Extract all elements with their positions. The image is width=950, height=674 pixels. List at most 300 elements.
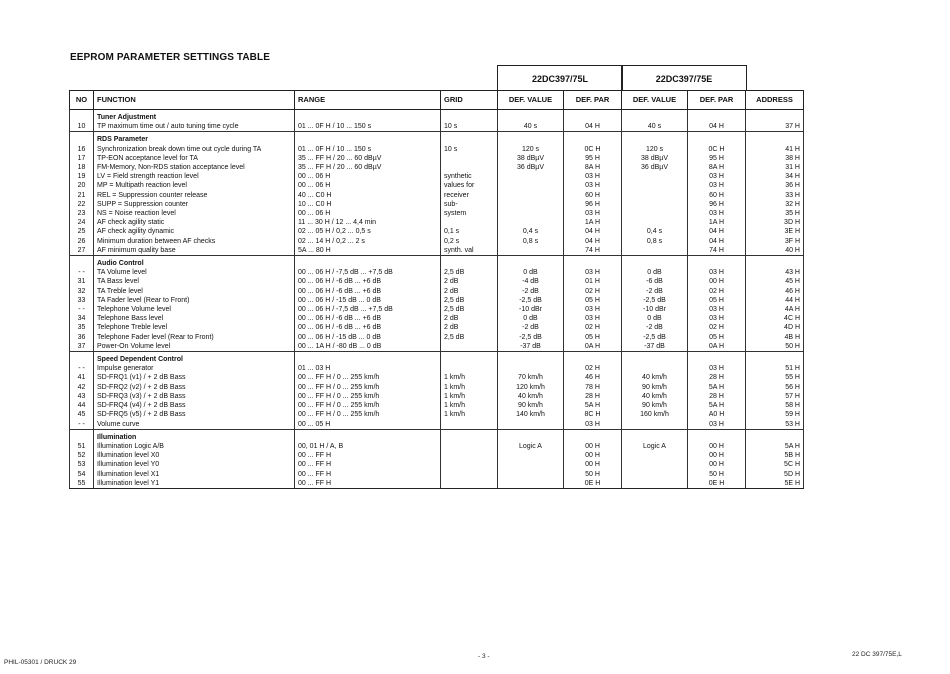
row-grid: synth. val — [441, 246, 498, 256]
row-address: 3D H — [746, 218, 804, 227]
row-def-value-e: 120 s — [622, 145, 688, 154]
row-address: 53 H — [746, 420, 804, 430]
row-grid: 10 s — [441, 145, 498, 154]
section-header-row — [70, 110, 804, 123]
row-def-value-l — [498, 470, 564, 479]
row-function: Power-On Volume level — [94, 342, 295, 352]
row-grid — [441, 154, 498, 163]
row-no: 24 — [70, 218, 94, 227]
row-grid — [441, 218, 498, 227]
row-no: 27 — [70, 246, 94, 256]
row-no: 17 — [70, 154, 94, 163]
row-no: 55 — [70, 479, 94, 489]
row-range: 11 ... 30 H / 12 ... 4,4 min — [295, 218, 441, 227]
row-def-par-l: 74 H — [564, 246, 622, 256]
row-def-value-l — [498, 451, 564, 460]
table-row — [70, 373, 804, 382]
row-grid: 0,2 s — [441, 237, 498, 246]
row-def-par-e: A0 H — [688, 410, 746, 419]
row-def-value-l: -2,5 dB — [498, 333, 564, 342]
row-address: 4B H — [746, 333, 804, 342]
section-header-cell — [295, 132, 441, 145]
table-row — [70, 246, 804, 256]
row-no: 36 — [70, 333, 94, 342]
table-row — [70, 470, 804, 479]
row-range: 00 ... 06 H — [295, 172, 441, 181]
row-def-value-e: -2 dB — [622, 323, 688, 332]
row-def-value-e: 0,4 s — [622, 227, 688, 236]
row-range: 00 ... FF H — [295, 451, 441, 460]
row-def-value-l — [498, 460, 564, 469]
row-def-value-l: 140 km/h — [498, 410, 564, 419]
table-row — [70, 442, 804, 451]
row-def-value-e: Logic A — [622, 442, 688, 451]
row-def-par-l: 04 H — [564, 227, 622, 236]
section-header-cell — [70, 429, 94, 442]
row-def-value-e: 0 dB — [622, 314, 688, 323]
row-def-par-e: 50 H — [688, 470, 746, 479]
row-function: LV = Field strength reaction level — [94, 172, 295, 181]
row-def-par-e: 0C H — [688, 145, 746, 154]
row-grid: 1 km/h — [441, 383, 498, 392]
row-def-par-e: 03 H — [688, 364, 746, 373]
parameter-table — [69, 90, 804, 489]
table-row — [70, 333, 804, 342]
row-range: 00 ... FF H — [295, 460, 441, 469]
row-no: 54 — [70, 470, 94, 479]
row-grid: 10 s — [441, 122, 498, 132]
table-row — [70, 154, 804, 163]
header-def-value-l: DEF. VALUE — [498, 91, 564, 110]
row-def-value-l: 120 s — [498, 145, 564, 154]
section-header-cell — [622, 256, 688, 269]
row-no: - - — [70, 305, 94, 314]
row-def-par-e: 03 H — [688, 181, 746, 190]
row-def-par-l: 00 H — [564, 451, 622, 460]
row-range: 10 ... C0 H — [295, 200, 441, 209]
row-def-par-l: 03 H — [564, 209, 622, 218]
row-function: REL = Suppression counter release — [94, 191, 295, 200]
row-function: TA Volume level — [94, 268, 295, 277]
row-def-value-e: -37 dB — [622, 342, 688, 352]
row-def-par-e: 02 H — [688, 323, 746, 332]
row-def-par-l: 60 H — [564, 191, 622, 200]
section-header-cell — [746, 429, 804, 442]
row-def-value-e — [622, 218, 688, 227]
row-def-par-l: 8A H — [564, 163, 622, 172]
row-address: 43 H — [746, 268, 804, 277]
row-def-value-e: 0 dB — [622, 268, 688, 277]
section-title: RDS Parameter — [94, 132, 295, 145]
row-no: 52 — [70, 451, 94, 460]
row-grid — [441, 460, 498, 469]
section-header-cell — [688, 429, 746, 442]
row-def-value-e: -2 dB — [622, 287, 688, 296]
row-no: - - — [70, 364, 94, 373]
row-address: 59 H — [746, 410, 804, 419]
row-function: Illumination level Y1 — [94, 479, 295, 489]
row-function: Illumination Logic A/B — [94, 442, 295, 451]
row-def-par-l: 5A H — [564, 401, 622, 410]
table-row — [70, 209, 804, 218]
section-header-cell — [498, 429, 564, 442]
row-def-par-l: 03 H — [564, 314, 622, 323]
row-def-par-e: 0A H — [688, 342, 746, 352]
row-function: Illumination level X1 — [94, 470, 295, 479]
row-def-par-e: 28 H — [688, 373, 746, 382]
row-grid: 2,5 dB — [441, 333, 498, 342]
table-row — [70, 122, 804, 132]
table-row — [70, 227, 804, 236]
row-function: SD-FRQ1 (v1) / + 2 dB Bass — [94, 373, 295, 382]
row-no: 44 — [70, 401, 94, 410]
row-def-value-l: -2,5 dB — [498, 296, 564, 305]
table-body — [70, 110, 804, 489]
row-def-value-l — [498, 209, 564, 218]
header-def-par-e: DEF. PAR — [688, 91, 746, 110]
row-def-value-e — [622, 451, 688, 460]
row-address: 5B H — [746, 451, 804, 460]
row-def-par-l: 05 H — [564, 333, 622, 342]
row-function: TA Bass level — [94, 277, 295, 286]
row-address: 57 H — [746, 392, 804, 401]
row-function: TA Treble level — [94, 287, 295, 296]
row-grid: sub- — [441, 200, 498, 209]
row-range: 00 ... FF H / 0 ... 255 km/h — [295, 383, 441, 392]
row-def-par-e: 05 H — [688, 333, 746, 342]
row-def-value-l — [498, 200, 564, 209]
row-def-par-e: 04 H — [688, 237, 746, 246]
section-header-cell — [622, 429, 688, 442]
header-def-par-l: DEF. PAR — [564, 91, 622, 110]
row-range: 00 ... 06 H / -15 dB ... 0 dB — [295, 333, 441, 342]
row-def-par-l: 1A H — [564, 218, 622, 227]
row-range: 00 ... 06 H / -15 dB ... 0 dB — [295, 296, 441, 305]
row-range: 35 ... FF H / 20 ... 60 dBµV — [295, 154, 441, 163]
section-header-cell — [498, 256, 564, 269]
row-address: 40 H — [746, 246, 804, 256]
row-function: Telephone Volume level — [94, 305, 295, 314]
row-def-value-l — [498, 246, 564, 256]
row-no: 10 — [70, 122, 94, 132]
row-range: 02 ... 05 H / 0,2 ... 0,5 s — [295, 227, 441, 236]
section-header-cell — [70, 110, 94, 123]
row-no: 21 — [70, 191, 94, 200]
row-range: 00 ... 06 H / -6 dB ... +6 dB — [295, 287, 441, 296]
row-def-par-l: 78 H — [564, 383, 622, 392]
row-def-value-e: 160 km/h — [622, 410, 688, 419]
table-row — [70, 287, 804, 296]
row-function: AF check agility dynamic — [94, 227, 295, 236]
header-address: ADDRESS — [746, 91, 804, 110]
section-header-cell — [564, 352, 622, 365]
row-def-par-l: 05 H — [564, 296, 622, 305]
row-range: 02 ... 14 H / 0,2 ... 2 s — [295, 237, 441, 246]
row-def-value-l: -2 dB — [498, 323, 564, 332]
row-def-par-l: 96 H — [564, 200, 622, 209]
row-grid — [441, 442, 498, 451]
row-function: Telephone Treble level — [94, 323, 295, 332]
row-no: 53 — [70, 460, 94, 469]
row-address: 4C H — [746, 314, 804, 323]
row-no: 37 — [70, 342, 94, 352]
row-grid: 2 dB — [441, 314, 498, 323]
table-row — [70, 383, 804, 392]
row-def-value-e — [622, 420, 688, 430]
row-def-par-l: 0A H — [564, 342, 622, 352]
row-grid: 1 km/h — [441, 373, 498, 382]
row-grid — [441, 420, 498, 430]
section-header-row — [70, 256, 804, 269]
row-no: 18 — [70, 163, 94, 172]
row-no: 22 — [70, 200, 94, 209]
row-def-par-l: 04 H — [564, 122, 622, 132]
row-def-par-e: 02 H — [688, 287, 746, 296]
row-def-value-l — [498, 479, 564, 489]
row-def-value-e — [622, 470, 688, 479]
row-def-par-l: 28 H — [564, 392, 622, 401]
row-grid: receiver — [441, 191, 498, 200]
row-def-value-e: 36 dBµV — [622, 163, 688, 172]
row-address: 38 H — [746, 154, 804, 163]
row-range: 00 ... 06 H — [295, 181, 441, 190]
row-def-par-e: 03 H — [688, 268, 746, 277]
row-def-par-e: 03 H — [688, 420, 746, 430]
section-header-cell — [688, 110, 746, 123]
row-def-value-l — [498, 172, 564, 181]
row-def-par-e: 04 H — [688, 122, 746, 132]
row-def-value-l: -4 dB — [498, 277, 564, 286]
row-def-value-e — [622, 172, 688, 181]
row-function: AF minimum quality base — [94, 246, 295, 256]
row-def-value-e: 40 km/h — [622, 392, 688, 401]
row-range: 00 ... 06 H / -6 dB ... +6 dB — [295, 323, 441, 332]
row-range: 00 ... 06 H / -7,5 dB ... +7,5 dB — [295, 268, 441, 277]
row-def-value-l: 38 dBµV — [498, 154, 564, 163]
row-no: 26 — [70, 237, 94, 246]
row-address: 36 H — [746, 181, 804, 190]
row-def-value-l — [498, 218, 564, 227]
row-address: 37 H — [746, 122, 804, 132]
row-range: 35 ... FF H / 20 ... 60 dBµV — [295, 163, 441, 172]
row-def-par-e: 00 H — [688, 442, 746, 451]
section-header-cell — [564, 256, 622, 269]
row-no: 16 — [70, 145, 94, 154]
row-def-value-l: -37 dB — [498, 342, 564, 352]
row-def-value-e — [622, 460, 688, 469]
section-header-row — [70, 429, 804, 442]
table-row — [70, 410, 804, 419]
row-grid — [441, 470, 498, 479]
row-no: 19 — [70, 172, 94, 181]
row-function: TA Fader level (Rear to Front) — [94, 296, 295, 305]
row-no: 25 — [70, 227, 94, 236]
row-address: 56 H — [746, 383, 804, 392]
row-def-par-l: 03 H — [564, 172, 622, 181]
table-row — [70, 218, 804, 227]
row-def-value-e: -2,5 dB — [622, 296, 688, 305]
row-def-value-l: 36 dBµV — [498, 163, 564, 172]
row-range: 00 ... 06 H / -6 dB ... +6 dB — [295, 277, 441, 286]
section-header-cell — [441, 256, 498, 269]
row-grid: 2,5 dB — [441, 296, 498, 305]
row-def-par-e: 03 H — [688, 209, 746, 218]
row-no: 32 — [70, 287, 94, 296]
section-header-cell — [746, 352, 804, 365]
row-range: 01 ... 0F H / 10 ... 150 s — [295, 145, 441, 154]
row-def-par-e: 28 H — [688, 392, 746, 401]
section-header-cell — [688, 352, 746, 365]
table-row — [70, 323, 804, 332]
row-def-par-l: 0E H — [564, 479, 622, 489]
row-address: 31 H — [746, 163, 804, 172]
row-function: SUPP = Suppression counter — [94, 200, 295, 209]
header-range: RANGE — [295, 91, 441, 110]
row-def-par-e: 60 H — [688, 191, 746, 200]
row-function: MP = Multipath reaction level — [94, 181, 295, 190]
row-range: 00 ... FF H — [295, 470, 441, 479]
row-grid — [441, 163, 498, 172]
section-header-cell — [441, 110, 498, 123]
section-header-cell — [622, 110, 688, 123]
row-def-value-l: Logic A — [498, 442, 564, 451]
row-def-value-l: 40 s — [498, 122, 564, 132]
section-header-cell — [295, 429, 441, 442]
row-address: 5E H — [746, 479, 804, 489]
row-def-par-e: 04 H — [688, 227, 746, 236]
row-no: 33 — [70, 296, 94, 305]
row-grid: 1 km/h — [441, 401, 498, 410]
section-header-cell — [70, 256, 94, 269]
row-def-par-e: 5A H — [688, 401, 746, 410]
row-def-par-e: 74 H — [688, 246, 746, 256]
row-grid: 2,5 dB — [441, 268, 498, 277]
row-address: 55 H — [746, 373, 804, 382]
row-def-value-e: 40 km/h — [622, 373, 688, 382]
row-range: 00 ... 06 H / -6 dB ... +6 dB — [295, 314, 441, 323]
row-grid: 1 km/h — [441, 392, 498, 401]
row-address: 34 H — [746, 172, 804, 181]
row-def-value-l: 120 km/h — [498, 383, 564, 392]
row-def-par-e: 00 H — [688, 451, 746, 460]
row-def-par-l: 02 H — [564, 364, 622, 373]
row-range: 00 ... 1A H / -80 dB ... 0 dB — [295, 342, 441, 352]
table-row — [70, 237, 804, 246]
row-range: 00 ... FF H / 0 ... 255 km/h — [295, 392, 441, 401]
row-grid: values for — [441, 181, 498, 190]
table-row — [70, 181, 804, 190]
row-address: 46 H — [746, 287, 804, 296]
table-row — [70, 296, 804, 305]
row-def-value-e: -10 dBr — [622, 305, 688, 314]
table-row — [70, 277, 804, 286]
row-def-value-e: 38 dBµV — [622, 154, 688, 163]
row-function: Telephone Bass level — [94, 314, 295, 323]
section-header-cell — [70, 132, 94, 145]
table-row — [70, 479, 804, 489]
footer-right: 22 DC 397/75E,L — [852, 651, 902, 658]
row-function: FM-Memory, Non-RDS station acceptance level — [94, 163, 295, 172]
row-address: 41 H — [746, 145, 804, 154]
row-def-value-l: 40 km/h — [498, 392, 564, 401]
section-header-cell — [746, 110, 804, 123]
table-row — [70, 364, 804, 373]
row-def-value-e: 90 km/h — [622, 383, 688, 392]
row-address: 4D H — [746, 323, 804, 332]
row-def-par-e: 03 H — [688, 314, 746, 323]
row-function: SD-FRQ2 (v2) / + 2 dB Bass — [94, 383, 295, 392]
row-function: NS = Noise reaction level — [94, 209, 295, 218]
row-function: SD-FRQ5 (v5) / + 2 dB Bass — [94, 410, 295, 419]
table-row — [70, 401, 804, 410]
row-def-value-e — [622, 246, 688, 256]
table-row — [70, 145, 804, 154]
row-address: 45 H — [746, 277, 804, 286]
header-def-value-e: DEF. VALUE — [622, 91, 688, 110]
row-function: TP-EON acceptance level for TA — [94, 154, 295, 163]
table-row — [70, 392, 804, 401]
section-header-cell — [564, 429, 622, 442]
section-header-cell — [688, 256, 746, 269]
row-address: 50 H — [746, 342, 804, 352]
row-grid — [441, 479, 498, 489]
row-range: 40 ... C0 H — [295, 191, 441, 200]
table-row — [70, 305, 804, 314]
section-title: Audio Control — [94, 256, 295, 269]
row-function: AF check agility static — [94, 218, 295, 227]
row-def-par-l: 02 H — [564, 323, 622, 332]
row-def-par-e: 5A H — [688, 383, 746, 392]
table-row — [70, 451, 804, 460]
header-function: FUNCTION — [94, 91, 295, 110]
row-def-par-l: 04 H — [564, 237, 622, 246]
row-def-value-e — [622, 364, 688, 373]
section-header-cell — [441, 352, 498, 365]
row-def-par-l: 95 H — [564, 154, 622, 163]
row-def-par-e: 0E H — [688, 479, 746, 489]
table-row — [70, 460, 804, 469]
row-range: 00 ... 05 H — [295, 420, 441, 430]
section-header-cell — [622, 132, 688, 145]
row-range: 00 ... FF H — [295, 479, 441, 489]
section-header-cell — [441, 429, 498, 442]
row-def-value-l: -10 dBr — [498, 305, 564, 314]
row-def-par-l: 46 H — [564, 373, 622, 382]
row-grid — [441, 342, 498, 352]
row-no: - - — [70, 268, 94, 277]
table-row — [70, 200, 804, 209]
row-def-par-e: 96 H — [688, 200, 746, 209]
section-header-cell — [564, 132, 622, 145]
row-def-par-l: 01 H — [564, 277, 622, 286]
section-header-cell — [746, 132, 804, 145]
row-range: 00 ... 06 H / -7,5 dB ... +7,5 dB — [295, 305, 441, 314]
row-address: 5A H — [746, 442, 804, 451]
row-grid — [441, 451, 498, 460]
row-grid: synthetic — [441, 172, 498, 181]
row-function: Synchronization break down time out cycle during TA — [94, 145, 295, 154]
section-header-cell — [746, 256, 804, 269]
page-title: EEPROM PARAMETER SETTINGS TABLE — [70, 52, 270, 63]
section-header-cell — [622, 352, 688, 365]
row-def-value-l — [498, 364, 564, 373]
section-title: Speed Dependent Control — [94, 352, 295, 365]
row-range: 00 ... 06 H — [295, 209, 441, 218]
row-grid: 2 dB — [441, 323, 498, 332]
row-def-value-l: 0 dB — [498, 314, 564, 323]
row-def-value-e: -6 dB — [622, 277, 688, 286]
row-def-value-l: 0,4 s — [498, 227, 564, 236]
